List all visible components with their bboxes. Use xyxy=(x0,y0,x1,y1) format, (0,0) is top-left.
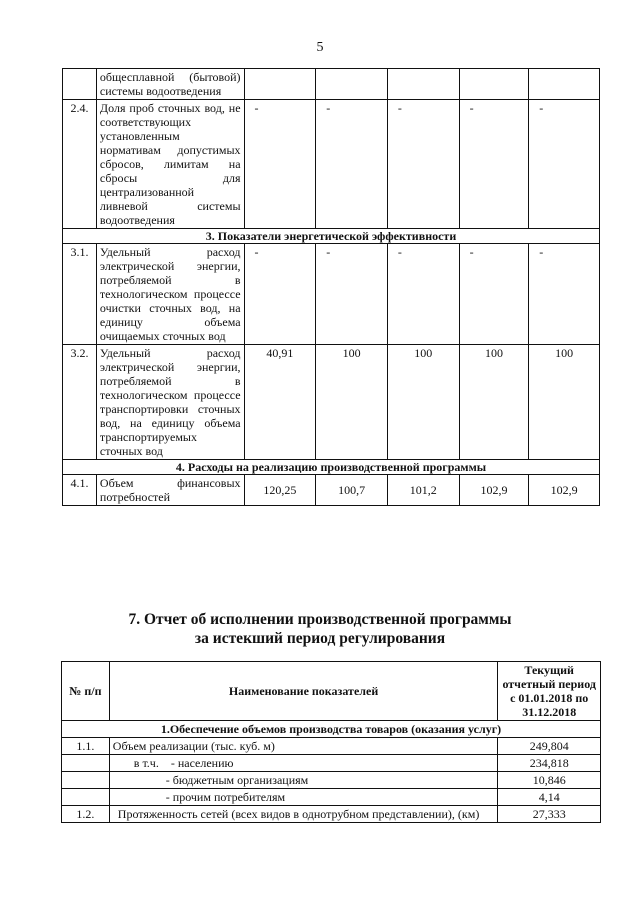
row-number: 1.2. xyxy=(62,806,110,823)
value-cell: 249,804 xyxy=(498,738,601,755)
value-cell: - xyxy=(459,244,529,345)
row-number xyxy=(62,755,110,772)
table-row xyxy=(62,738,601,755)
row-number: 3.1. xyxy=(63,244,97,345)
section-row xyxy=(63,460,600,475)
report-table xyxy=(61,661,601,823)
value-cell xyxy=(529,69,600,100)
row-number: 1.1. xyxy=(62,738,110,755)
page-number: 5 xyxy=(316,40,324,55)
section-heading: 1.Обеспечение объемов производства товаров (оказания услуг) xyxy=(62,721,601,738)
row-number: 4.1. xyxy=(63,475,97,506)
value-cell: 100 xyxy=(529,345,600,460)
table-row xyxy=(63,345,600,460)
value-cell: - xyxy=(244,100,316,229)
indicator-name: Объем реализации (тыс. куб. м) xyxy=(109,738,498,755)
table-row xyxy=(63,475,600,506)
table-row xyxy=(62,789,601,806)
table-row xyxy=(63,244,600,345)
header-name: Наименование показателей xyxy=(109,662,498,721)
value-cell: 120,25 xyxy=(244,475,316,506)
value-cell: 101,2 xyxy=(387,475,459,506)
table-row xyxy=(62,755,601,772)
indicator-name: Объем финансовых потребностей xyxy=(96,475,244,506)
indicator-name: - бюджетным организациям xyxy=(109,772,498,789)
value-cell: 100 xyxy=(459,345,529,460)
header-row xyxy=(62,662,601,721)
value-cell: - xyxy=(316,100,388,229)
value-cell xyxy=(244,69,316,100)
value-cell xyxy=(459,69,529,100)
section-7-title xyxy=(0,610,640,648)
section-heading: 3. Показатели энергетической эффективности xyxy=(63,229,600,244)
row-number xyxy=(62,772,110,789)
indicator-name: общесплавной (бытовой) системы водоотведения xyxy=(96,69,244,100)
value-cell: - xyxy=(529,100,600,229)
indicator-name: в т.ч. - населению xyxy=(109,755,498,772)
value-cell: 40,91 xyxy=(244,345,316,460)
value-cell xyxy=(387,69,459,100)
value-cell: - xyxy=(387,100,459,229)
table-row xyxy=(62,806,601,823)
value-cell: - xyxy=(459,100,529,229)
header-period: Текущий отчетный период с 01.01.2018 по 31.12.2018 xyxy=(498,662,601,721)
value-cell: 100 xyxy=(316,345,388,460)
table-row xyxy=(63,100,600,229)
row-number xyxy=(63,69,97,100)
indicator-name: Удельный расход электрической энергии, потребляемой в технологическом процессе очистки сточных вод, на единицу объема очищаемых сточных вод xyxy=(96,244,244,345)
indicator-name: - прочим потребителям xyxy=(109,789,498,806)
row-number xyxy=(62,789,110,806)
value-cell: 234,818 xyxy=(498,755,601,772)
section-row xyxy=(63,229,600,244)
value-cell: - xyxy=(529,244,600,345)
table-row xyxy=(62,772,601,789)
section-row xyxy=(62,721,601,738)
indicators-table xyxy=(62,68,600,506)
indicator-name: Удельный расход электрической энергии, потребляемой в технологическом процессе транспортировки сточных вод, на единицу объема транспортируемых сточных вод xyxy=(96,345,244,460)
table-row xyxy=(63,69,600,100)
indicator-name: Доля проб сточных вод, не соответствующих установленным нормативам допустимых сбросов, лимитам на сбросы для централизованной ливневой системы водоотведения xyxy=(96,100,244,229)
row-number: 2.4. xyxy=(63,100,97,229)
section-heading: 4. Расходы на реализацию производственной программы xyxy=(63,460,600,475)
indicator-name: Протяженность сетей (всех видов в однотрубном представлении), (км) xyxy=(109,806,498,823)
value-cell: 100,7 xyxy=(316,475,388,506)
value-cell: 10,846 xyxy=(498,772,601,789)
value-cell: 4,14 xyxy=(498,789,601,806)
value-cell: - xyxy=(387,244,459,345)
value-cell: 27,333 xyxy=(498,806,601,823)
section-7-title-line2: за истекший период регулирования xyxy=(194,630,446,647)
section-7-title-line1: 7. Отчет об исполнении производственной программы xyxy=(128,611,512,628)
value-cell: - xyxy=(244,244,316,345)
value-cell xyxy=(316,69,388,100)
value-cell: 100 xyxy=(387,345,459,460)
header-number: № п/п xyxy=(62,662,110,721)
value-cell: 102,9 xyxy=(459,475,529,506)
value-cell: - xyxy=(316,244,388,345)
value-cell: 102,9 xyxy=(529,475,600,506)
row-number: 3.2. xyxy=(63,345,97,460)
